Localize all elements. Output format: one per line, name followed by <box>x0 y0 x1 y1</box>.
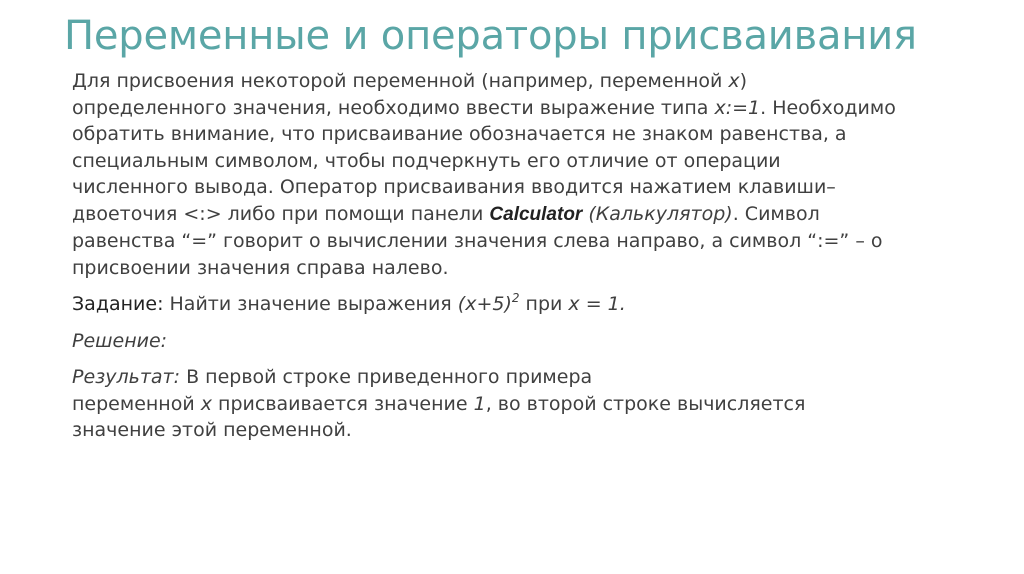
slide-body <box>72 68 972 444</box>
text-run: ) <box>739 70 748 92</box>
result-paragraph <box>72 364 972 444</box>
text-run: Для присвоения некоторой переменной (например, переменной <box>72 70 729 92</box>
paragraph-line <box>72 291 972 318</box>
task-label: Задание: <box>72 293 164 315</box>
text-run: переменной <box>72 392 201 415</box>
text-run: . Необходимо <box>760 96 896 119</box>
assignment-expression: x:=1 <box>714 96 761 119</box>
text-run: присваивается значение <box>212 392 474 415</box>
solution-paragraph <box>72 328 972 355</box>
paragraph-line <box>72 68 972 95</box>
text-run: двоеточия <:> либо при помощи панели <box>72 202 490 225</box>
task-paragraph <box>72 291 972 318</box>
paragraph-line: равенства “=” говорит о вычислении значения слева направо, а символ “:=” – о <box>72 230 883 252</box>
text-run: Найти значение выражения <box>163 293 458 315</box>
paragraph-line <box>72 364 972 391</box>
paragraph-line <box>72 201 972 229</box>
paragraph-line: специальным символом, чтобы подчеркнуть его отличие от операции <box>72 149 781 172</box>
paragraph-line: обратить внимание, что присваивание обозначается не знаком равенства, а <box>72 123 847 145</box>
paragraph-line <box>72 328 972 355</box>
task-exponent: 2 <box>511 291 520 305</box>
paragraph-line: численного вывода. Оператор присваивания вводится нажатием клавиши– <box>72 176 836 198</box>
paragraph-line: значение этой переменной. <box>72 419 352 441</box>
solution-label: Решение: <box>72 329 168 352</box>
calculator-term: Calculator <box>489 203 583 225</box>
variable-x: x <box>200 392 212 415</box>
text-run: . Символ <box>732 202 820 225</box>
calculator-translation: (Калькулятор) <box>582 202 733 225</box>
text-run: определенного значения, необходимо ввести выражение типа <box>72 96 715 119</box>
paragraph-line: присвоении значения справа налево. <box>72 256 449 279</box>
task-expression: (x+5) <box>457 293 512 315</box>
paragraph-line <box>72 95 972 122</box>
text-run: В первой строке приведенного примера <box>180 366 593 388</box>
slide-title: Переменные и операторы присваивания <box>64 13 917 59</box>
text-run: , во второй строке вычисляется <box>485 392 806 415</box>
result-label: Результат: <box>72 366 181 388</box>
task-condition: x = 1. <box>568 293 626 315</box>
text-run: при <box>519 293 569 315</box>
value-one: 1 <box>473 392 486 415</box>
intro-paragraph <box>72 68 972 281</box>
paragraph-line <box>72 391 972 418</box>
variable-x: x <box>728 70 740 92</box>
